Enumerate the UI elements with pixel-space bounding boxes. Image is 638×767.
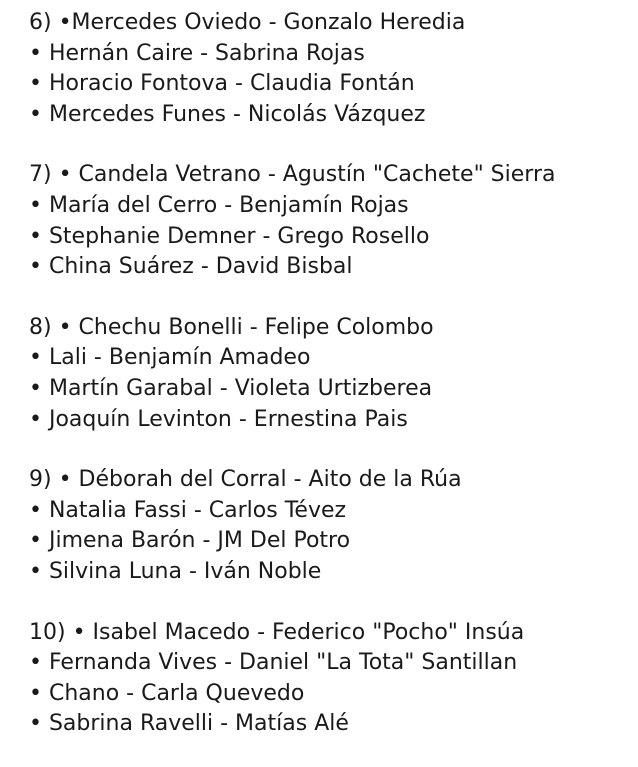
group-9-line-4: • Silvina Luna - Iván Noble [29,558,322,584]
document-text [29,8,634,740]
group-10-line-2: • Fernanda Vives - Daniel "La Tota" Santillan [29,650,518,676]
group-6-line-3: • Horacio Fontova - Claudia Fontán [29,71,415,97]
pair-group-9 [29,465,634,587]
group-7-line-1: 7) • Candela Vetrano - Agustín "Cachete" Sierra [29,162,556,188]
group-6-line-4: • Mercedes Funes - Nicolás Vázquez [29,101,426,127]
group-8-line-4: • Joaquín Levinton - Ernestina Pais [29,406,408,432]
group-10-line-4: • Sabrina Ravelli - Matías Alé [29,711,349,737]
group-7-line-2: • María del Cerro - Benjamín Rojas [29,192,409,218]
pair-group-8 [29,313,634,435]
pair-group-6 [29,8,634,130]
group-10-line-1: 10) • Isabel Macedo - Federico "Pocho" Insúa [29,619,525,645]
group-9-line-2: • Natalia Fassi - Carlos Tévez [29,497,347,523]
group-9-line-3: • Jimena Barón - JM Del Potro [29,528,351,554]
group-9-line-1: 9) • Déborah del Corral - Aito de la Rúa [29,467,462,493]
group-10-line-3: • Chano - Carla Quevedo [29,680,305,706]
pair-group-10 [29,618,634,740]
pair-group-7 [29,160,634,282]
group-8-line-1: 8) • Chechu Bonelli - Felipe Colombo [29,314,434,340]
group-8-line-2: • Lali - Benjamín Amadeo [29,345,311,371]
group-8-line-3: • Martín Garabal - Violeta Urtizberea [29,375,433,401]
group-7-line-3: • Stephanie Demner - Grego Rosello [29,223,430,249]
group-7-line-4: • China Suárez - David Bisbal [29,254,353,280]
group-6-line-2: • Hernán Caire - Sabrina Rojas [29,40,365,66]
group-6-line-1: 6) •Mercedes Oviedo - Gonzalo Heredia [29,10,466,35]
